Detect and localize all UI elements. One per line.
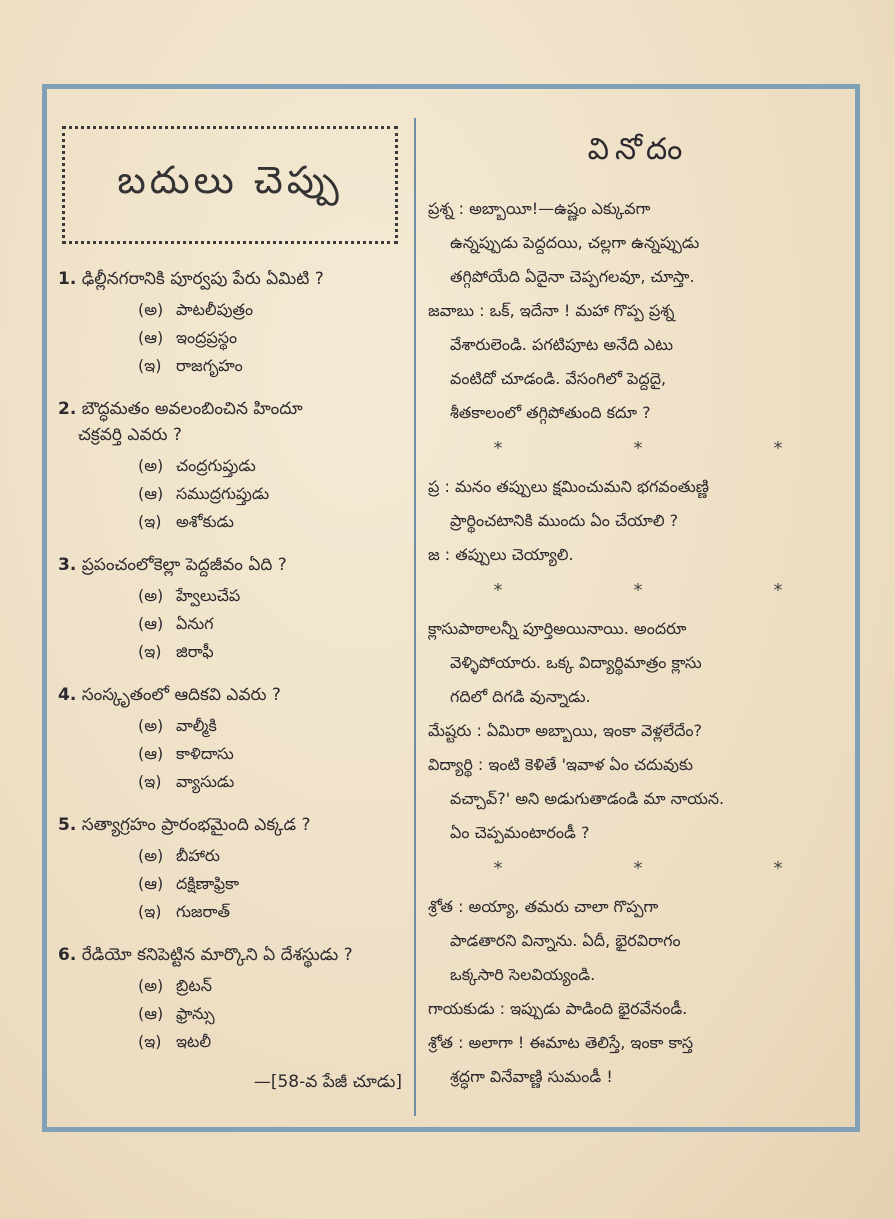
joke-line: ప్రశ్న : అబ్బాయీ!—ఉష్ణం ఎక్కువగా bbox=[428, 199, 651, 218]
separator-stars bbox=[428, 434, 848, 464]
page-reference: —[58-వ పేజీ చూడు] bbox=[253, 1072, 402, 1092]
option-text: జిరాఫీ bbox=[176, 642, 214, 661]
question-1 bbox=[58, 266, 406, 380]
option-label: (ఆ) bbox=[138, 874, 164, 893]
answer-option bbox=[58, 638, 406, 666]
option-label: (అ) bbox=[138, 456, 164, 475]
answer-option bbox=[58, 768, 406, 796]
joke-line: వెళ్ళిపోయారు. ఒక్క విద్యార్థిమాత్రం క్లాసు bbox=[450, 653, 702, 672]
star-glyph: * bbox=[493, 580, 503, 601]
question-text: బౌద్ధమతం అవలంబించిన హిందూ bbox=[81, 399, 303, 419]
column-divider bbox=[414, 118, 416, 1116]
joke-line: శీతకాలంలో తగ్గిపోతుంది కదూ ? bbox=[450, 403, 651, 422]
star-glyph: * bbox=[773, 580, 783, 601]
option-label: (ఇ) bbox=[138, 356, 162, 375]
option-label: (అ) bbox=[138, 846, 164, 865]
question-number: 4. bbox=[58, 685, 77, 705]
option-label: (ఆ) bbox=[138, 1004, 164, 1023]
joke-line: తగ్గిపోయేది ఏదైనా చెప్పగలవూ, చూస్తా. bbox=[450, 267, 695, 286]
separator-stars bbox=[428, 576, 848, 606]
answer-option bbox=[58, 1028, 406, 1056]
option-text: పాటలీపుత్రం bbox=[176, 300, 254, 319]
option-label: (ఆ) bbox=[138, 744, 164, 763]
joke-5 bbox=[428, 890, 848, 1094]
answer-option bbox=[58, 1000, 406, 1028]
question-3 bbox=[58, 552, 406, 666]
option-label: (ఇ) bbox=[138, 642, 162, 661]
joke-1 bbox=[428, 192, 848, 294]
option-label: (అ) bbox=[138, 586, 164, 605]
answer-option bbox=[58, 972, 406, 1000]
question-number: 2. bbox=[58, 399, 77, 419]
joke-line: వంటిదో చూడండి. వేసంగిలో పెద్దదై, bbox=[450, 369, 667, 388]
joke-line: వచ్చావ్?' అని అడుగుతాడండి మా నాయన. bbox=[450, 789, 725, 808]
option-label: (ఆ) bbox=[138, 328, 164, 347]
answer-option bbox=[58, 610, 406, 638]
question-list bbox=[58, 266, 406, 1056]
joke-3 bbox=[428, 470, 848, 572]
star-glyph: * bbox=[633, 580, 643, 601]
joke-line: పాడతారని విన్నాను. ఏదీ, భైరవిరాగం bbox=[450, 931, 681, 950]
option-label: (ఆ) bbox=[138, 614, 164, 633]
question-number: 3. bbox=[58, 555, 77, 575]
question-number: 5. bbox=[58, 815, 77, 835]
jokes-title: వినోదం bbox=[587, 132, 689, 167]
option-text: గుజరాత్ bbox=[176, 902, 231, 921]
question-number: 1. bbox=[58, 269, 77, 289]
answer-option bbox=[58, 898, 406, 926]
option-text: బీహారు bbox=[176, 846, 220, 865]
joke-line: ఒక్కసారి సెలవియ్యండి. bbox=[450, 965, 596, 984]
quiz-column bbox=[58, 118, 406, 1096]
answer-option bbox=[58, 296, 406, 324]
joke-line: విద్యార్థి : ఇంటి కెళితే 'ఇవాళ ఏం చదువుకు bbox=[428, 755, 693, 774]
question-2 bbox=[58, 396, 406, 536]
question-text: సత్యాగ్రహం ప్రారంభమైంది ఎక్కడ ? bbox=[81, 815, 311, 835]
question-4 bbox=[58, 682, 406, 796]
answer-option bbox=[58, 480, 406, 508]
joke-line: జవాబు : ఒక్, ఇదేనా ! మహా గొప్ప ప్రశ్న bbox=[428, 301, 675, 320]
question-text: ఢిల్లీనగరానికి పూర్వపు పేరు ఏమిటి ? bbox=[81, 269, 324, 289]
option-text: చంద్రగుప్తుడు bbox=[176, 456, 256, 475]
question-text: సంస్కృతంలో ఆదికవి ఎవరు ? bbox=[81, 685, 281, 705]
option-text: ఇటలీ bbox=[176, 1032, 212, 1051]
joke-line: ఏం చెప్పమంటారండీ ? bbox=[450, 823, 590, 842]
option-text: ఇంద్రప్రస్థం bbox=[176, 328, 238, 347]
joke-line: జ : తప్పులు చెయ్యాలి. bbox=[428, 545, 574, 564]
answer-option bbox=[58, 842, 406, 870]
question-5 bbox=[58, 812, 406, 926]
option-label: (ఇ) bbox=[138, 512, 162, 531]
joke-line: ప్ర : మనం తప్పులు క్షమించుమని భగవంతుణ్ణి bbox=[428, 477, 709, 496]
option-text: దక్షిణాఫ్రికా bbox=[176, 874, 240, 893]
option-text: ఏనుగ bbox=[176, 614, 214, 633]
option-text: సముద్రగుప్తుడు bbox=[176, 484, 270, 503]
answer-option bbox=[58, 452, 406, 480]
option-text: రాజగృహం bbox=[176, 356, 243, 375]
option-text: కాళిదాసు bbox=[176, 744, 234, 763]
star-glyph: * bbox=[493, 438, 503, 459]
question-text-continued: చక్రవర్తి ఎవరు ? bbox=[78, 425, 182, 445]
question-number: 6. bbox=[58, 945, 77, 965]
separator-stars bbox=[428, 854, 848, 884]
joke-line: శ్రద్ధగా వినేవాణ్ణి సుమండీ ! bbox=[450, 1067, 613, 1086]
star-glyph: * bbox=[773, 858, 783, 879]
star-glyph: * bbox=[633, 858, 643, 879]
option-label: (ఆ) bbox=[138, 484, 164, 503]
answer-option bbox=[58, 712, 406, 740]
option-label: (అ) bbox=[138, 300, 164, 319]
option-label: (అ) bbox=[138, 976, 164, 995]
option-label: (అ) bbox=[138, 716, 164, 735]
star-glyph: * bbox=[493, 858, 503, 879]
option-text: హ్వేలుచేప bbox=[176, 586, 241, 605]
option-text: వాల్మీకి bbox=[176, 716, 217, 735]
option-text: వ్యాసుడు bbox=[176, 772, 235, 791]
joke-line: వేశారులెండి. పగటిపూట అనేది ఎటు bbox=[450, 335, 674, 354]
option-text: బ్రిటన్ bbox=[176, 976, 212, 995]
option-text: అశోకుడు bbox=[176, 512, 234, 531]
joke-line: ఉన్నప్పుడు పెద్దదయి, చల్లగా ఉన్నప్పుడు bbox=[450, 233, 700, 252]
option-label: (ఇ) bbox=[138, 1032, 162, 1051]
joke-line: క్లాసుపాఠాలన్నీ పూర్తిఅయినాయి. అందరూ bbox=[428, 619, 687, 638]
answer-option bbox=[58, 740, 406, 768]
joke-2 bbox=[428, 294, 848, 430]
answer-option bbox=[58, 324, 406, 352]
joke-4 bbox=[428, 612, 848, 850]
quiz-title-box bbox=[62, 126, 398, 244]
answer-option bbox=[58, 870, 406, 898]
option-label: (ఇ) bbox=[138, 902, 162, 921]
joke-line: శ్రోత : అయ్యా, తమరు చాలా గొప్పగా bbox=[428, 897, 659, 916]
joke-line: గాయకుడు : ఇప్పుడు పాడింది భైరవేనండీ. bbox=[428, 999, 688, 1018]
joke-line: శ్రోత : అలాగా ! ఈమాట తెలిస్తే, ఇంకా కాస్త bbox=[428, 1033, 694, 1052]
option-text: ఫ్రాన్సు bbox=[176, 1004, 215, 1023]
question-6 bbox=[58, 942, 406, 1056]
quiz-title: బదులు చెప్పు bbox=[117, 158, 343, 202]
option-label: (ఇ) bbox=[138, 772, 162, 791]
answer-option bbox=[58, 582, 406, 610]
answer-option bbox=[58, 352, 406, 380]
star-glyph: * bbox=[633, 438, 643, 459]
joke-line: ప్రార్థించటానికి ముందు ఏం చేయాలి ? bbox=[450, 511, 679, 530]
jokes-column bbox=[428, 118, 848, 1094]
question-text: రేడియో కనిపెట్టిన మార్కొని ఏ దేశస్థుడు ? bbox=[81, 945, 353, 965]
joke-line: గదిలో దిగడి వున్నాడు. bbox=[450, 687, 591, 706]
question-text: ప్రపంచంలోకెల్లా పెద్దజీవం ఏది ? bbox=[81, 555, 287, 575]
jokes-list bbox=[428, 192, 848, 1094]
star-glyph: * bbox=[773, 438, 783, 459]
answer-option bbox=[58, 508, 406, 536]
joke-line: మేష్టరు : ఏమిరా అబ్బాయి, ఇంకా వెళ్లలేదేం? bbox=[428, 721, 702, 740]
